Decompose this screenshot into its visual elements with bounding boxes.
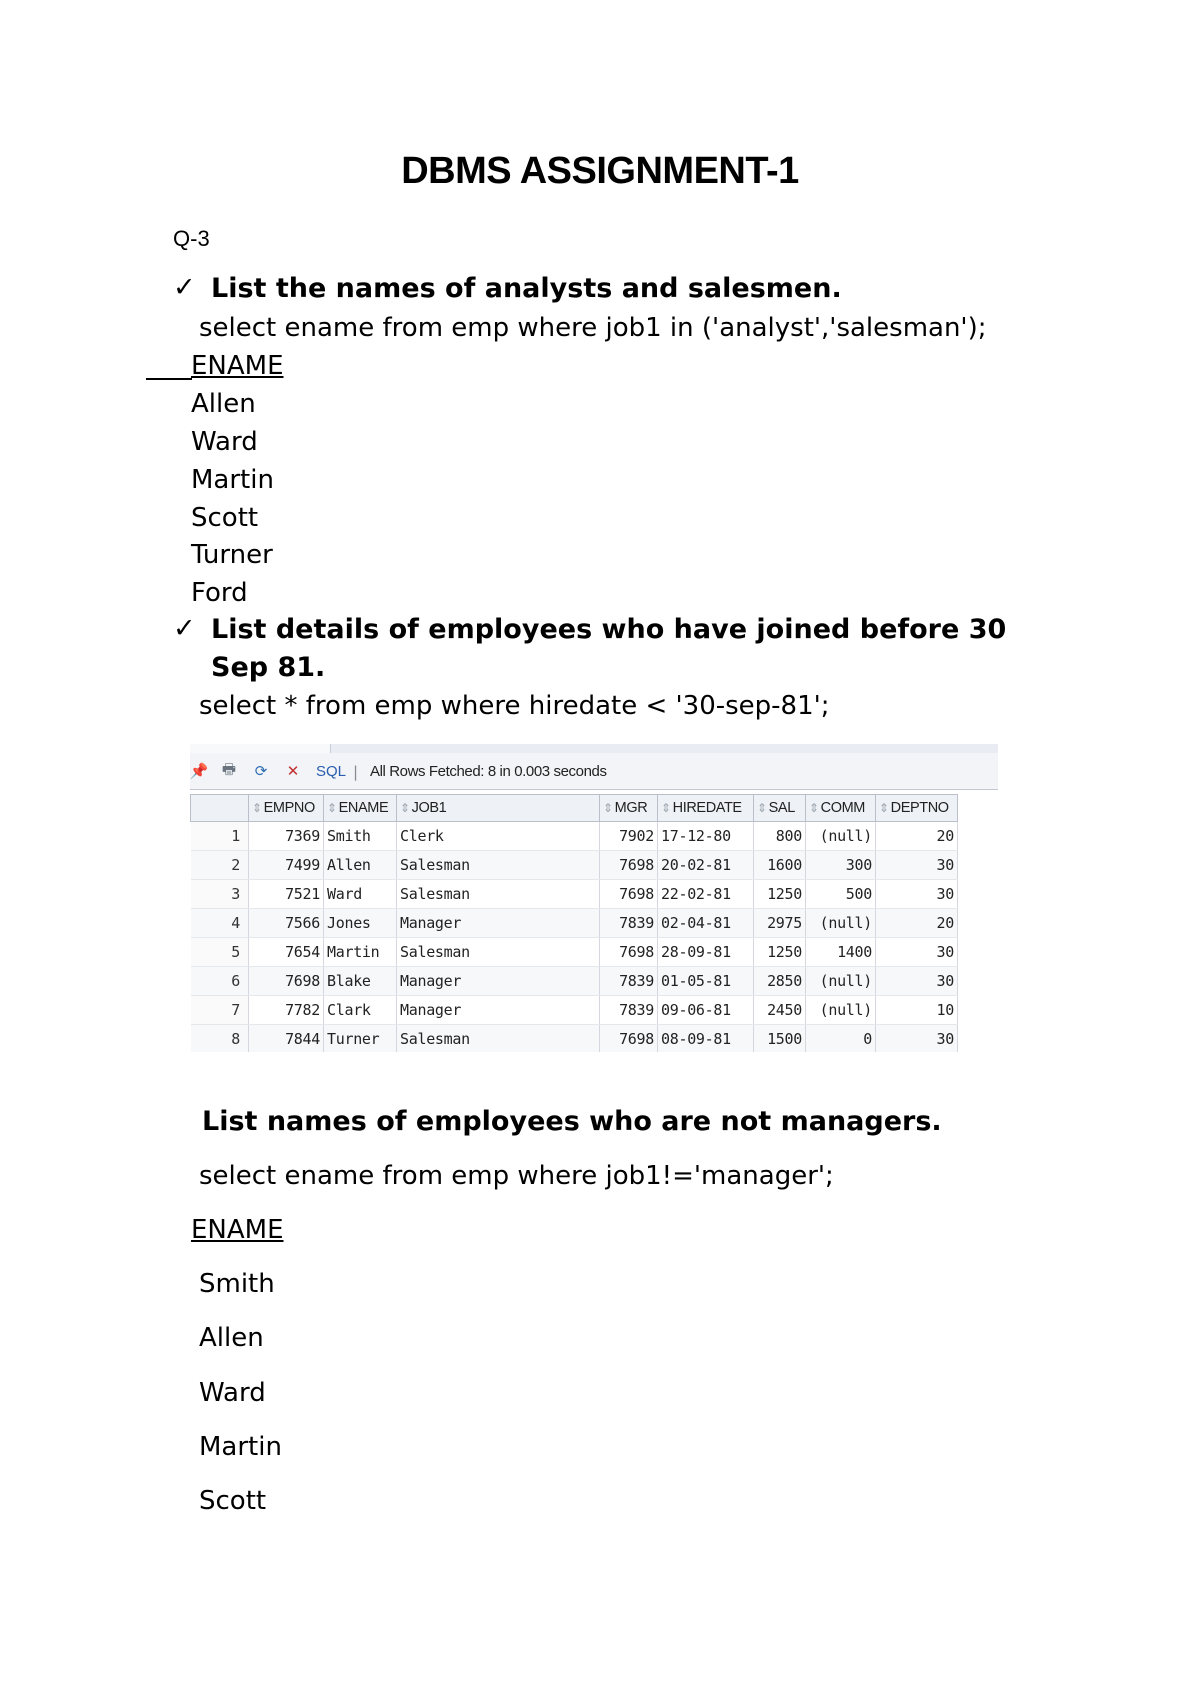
- pin-icon[interactable]: 📌: [190, 762, 209, 780]
- cell-mgr[interactable]: 7839: [600, 996, 658, 1025]
- list-item: Ward: [199, 1378, 266, 1408]
- cell-comm[interactable]: 1400: [806, 938, 876, 967]
- cell-ename[interactable]: Ward: [324, 880, 397, 909]
- underline-rule: [146, 378, 192, 380]
- cell-empno[interactable]: 7844: [249, 1025, 324, 1053]
- export-icon[interactable]: ✕: [286, 762, 300, 780]
- row-number: 6: [191, 967, 249, 996]
- checkmark-icon: ✓: [173, 272, 196, 303]
- print-icon[interactable]: 🖶: [221, 759, 237, 778]
- cell-job1[interactable]: Manager: [397, 996, 600, 1025]
- cell-sal[interactable]: 2975: [754, 909, 806, 938]
- list-item: Scott: [199, 1486, 267, 1516]
- column-header-comm[interactable]: ⇕ COMM: [806, 795, 876, 822]
- q2-prompt-line2: Sep 81.: [211, 652, 326, 683]
- cell-ename[interactable]: Allen: [324, 851, 397, 880]
- cell-hiredate[interactable]: 09-06-81: [658, 996, 754, 1025]
- cell-ename[interactable]: Blake: [324, 967, 397, 996]
- list-item: Smith: [199, 1269, 275, 1299]
- result-grid: [190, 794, 958, 1052]
- table-row[interactable]: [191, 880, 958, 909]
- refresh-icon[interactable]: ⟳: [254, 762, 268, 780]
- cell-sal[interactable]: 800: [754, 822, 806, 851]
- row-number: 2: [191, 851, 249, 880]
- cell-sal[interactable]: 1250: [754, 938, 806, 967]
- sort-icon: ⇕: [327, 801, 337, 815]
- list-item: Allen: [191, 389, 256, 419]
- cell-job1[interactable]: Salesman: [397, 880, 600, 909]
- list-item: Allen: [199, 1323, 264, 1353]
- cell-ename[interactable]: Martin: [324, 938, 397, 967]
- cell-hiredate[interactable]: 22-02-81: [658, 880, 754, 909]
- column-header-job1[interactable]: ⇕ JOB1: [397, 795, 600, 822]
- cell-mgr[interactable]: 7839: [600, 909, 658, 938]
- cell-deptno[interactable]: 20: [876, 822, 958, 851]
- cell-hiredate[interactable]: 20-02-81: [658, 851, 754, 880]
- column-header-mgr[interactable]: ⇕ MGR: [600, 795, 658, 822]
- q2-prompt-line1: List details of employees who have joined before 30: [211, 614, 1007, 645]
- cell-comm[interactable]: 300: [806, 851, 876, 880]
- cell-deptno[interactable]: 30: [876, 938, 958, 967]
- table-row[interactable]: [191, 822, 958, 851]
- cell-job1[interactable]: Salesman: [397, 938, 600, 967]
- cell-deptno[interactable]: 20: [876, 909, 958, 938]
- page-title: DBMS ASSIGNMENT-1: [401, 150, 799, 192]
- list-item: Scott: [191, 503, 259, 533]
- list-item: Turner: [191, 540, 273, 570]
- cell-ename[interactable]: Clark: [324, 996, 397, 1025]
- cell-comm[interactable]: 0: [806, 1025, 876, 1053]
- cell-sal[interactable]: 2450: [754, 996, 806, 1025]
- q2-sql: select * from emp where hiredate < '30-sep-81';: [199, 691, 830, 721]
- sort-icon: ⇕: [661, 801, 671, 815]
- cell-comm[interactable]: (null): [806, 996, 876, 1025]
- column-header-deptno[interactable]: ⇕ DEPTNO: [876, 795, 958, 822]
- cell-ename[interactable]: Smith: [324, 822, 397, 851]
- sort-icon: ⇕: [603, 801, 613, 815]
- row-number: 5: [191, 938, 249, 967]
- q1-sql: select ename from emp where job1 in ('analyst','salesman');: [199, 313, 987, 343]
- query-result-panel: [190, 744, 998, 1052]
- cell-hiredate[interactable]: 28-09-81: [658, 938, 754, 967]
- table-header-row: [191, 795, 958, 822]
- table-row[interactable]: [191, 967, 958, 996]
- sort-icon: ⇕: [879, 801, 889, 815]
- cell-empno[interactable]: 7782: [249, 996, 324, 1025]
- cell-ename[interactable]: Turner: [324, 1025, 397, 1053]
- cell-mgr[interactable]: 7698: [600, 880, 658, 909]
- row-number: 7: [191, 996, 249, 1025]
- row-number-header: [191, 795, 249, 822]
- cell-comm[interactable]: (null): [806, 967, 876, 996]
- cell-mgr[interactable]: 7902: [600, 822, 658, 851]
- result-toolbar: [190, 753, 998, 790]
- tab-query-result[interactable]: [190, 744, 331, 753]
- cell-job1[interactable]: Manager: [397, 967, 600, 996]
- q1-prompt: List the names of analysts and salesmen.: [211, 273, 842, 304]
- question-label: Q-3: [173, 226, 210, 251]
- cell-job1[interactable]: Clerk: [397, 822, 600, 851]
- sort-icon: ⇕: [757, 801, 767, 815]
- cell-mgr[interactable]: 7839: [600, 967, 658, 996]
- row-number: 4: [191, 909, 249, 938]
- column-header-hiredate[interactable]: ⇕ HIREDATE: [658, 795, 754, 822]
- table-row[interactable]: [191, 1025, 958, 1053]
- list-item: Martin: [191, 465, 274, 495]
- row-number: 8: [191, 1025, 249, 1053]
- cell-job1[interactable]: Salesman: [397, 851, 600, 880]
- checkmark-icon: ✓: [173, 613, 196, 644]
- cell-empno[interactable]: 7499: [249, 851, 324, 880]
- cell-sal[interactable]: 1500: [754, 1025, 806, 1053]
- cell-sal[interactable]: 2850: [754, 967, 806, 996]
- cell-deptno[interactable]: 30: [876, 880, 958, 909]
- cell-hiredate[interactable]: 08-09-81: [658, 1025, 754, 1053]
- cell-comm[interactable]: (null): [806, 909, 876, 938]
- list-item: Ford: [191, 578, 248, 608]
- cell-deptno[interactable]: 30: [876, 967, 958, 996]
- row-number: 3: [191, 880, 249, 909]
- q1-column-header: ENAME: [191, 351, 284, 381]
- table-row[interactable]: [191, 996, 958, 1025]
- sort-icon: ⇕: [252, 801, 262, 815]
- sql-button[interactable]: SQL: [316, 763, 347, 780]
- cell-deptno[interactable]: 30: [876, 851, 958, 880]
- cell-job1[interactable]: Salesman: [397, 1025, 600, 1053]
- cell-sal[interactable]: 1250: [754, 880, 806, 909]
- row-number: 1: [191, 822, 249, 851]
- cell-comm[interactable]: (null): [806, 822, 876, 851]
- cell-mgr[interactable]: 7698: [600, 851, 658, 880]
- column-header-empno[interactable]: ⇕ EMPNO: [249, 795, 324, 822]
- list-item: Martin: [199, 1432, 282, 1462]
- cell-empno[interactable]: 7521: [249, 880, 324, 909]
- cell-sal[interactable]: 1600: [754, 851, 806, 880]
- q3-sql: select ename from emp where job1!='manager';: [199, 1161, 834, 1191]
- cell-empno[interactable]: 7698: [249, 967, 324, 996]
- cell-job1[interactable]: Manager: [397, 909, 600, 938]
- sort-icon: ⇕: [809, 801, 819, 815]
- cell-mgr[interactable]: 7698: [600, 1025, 658, 1053]
- cell-ename[interactable]: Jones: [324, 909, 397, 938]
- q3-column-header: ENAME: [191, 1215, 284, 1245]
- cell-hiredate[interactable]: 02-04-81: [658, 909, 754, 938]
- fetch-status: All Rows Fetched: 8 in 0.003 seconds: [370, 763, 607, 780]
- column-header-sal[interactable]: ⇕ SAL: [754, 795, 806, 822]
- table-row[interactable]: [191, 938, 958, 967]
- cell-deptno[interactable]: 30: [876, 1025, 958, 1053]
- cell-empno[interactable]: 7566: [249, 909, 324, 938]
- cell-mgr[interactable]: 7698: [600, 938, 658, 967]
- cell-deptno[interactable]: 10: [876, 996, 958, 1025]
- table-row[interactable]: [191, 851, 958, 880]
- list-item: Ward: [191, 427, 258, 457]
- sort-icon: ⇕: [400, 801, 410, 815]
- cell-empno[interactable]: 7654: [249, 938, 324, 967]
- q3-prompt: List names of employees who are not managers.: [202, 1106, 942, 1137]
- cell-hiredate[interactable]: 01-05-81: [658, 967, 754, 996]
- cell-hiredate[interactable]: 17-12-80: [658, 822, 754, 851]
- table-row[interactable]: [191, 909, 958, 938]
- toolbar-separator: |: [353, 763, 359, 781]
- cell-comm[interactable]: 500: [806, 880, 876, 909]
- column-header-ename[interactable]: ⇕ ENAME: [324, 795, 397, 822]
- cell-empno[interactable]: 7369: [249, 822, 324, 851]
